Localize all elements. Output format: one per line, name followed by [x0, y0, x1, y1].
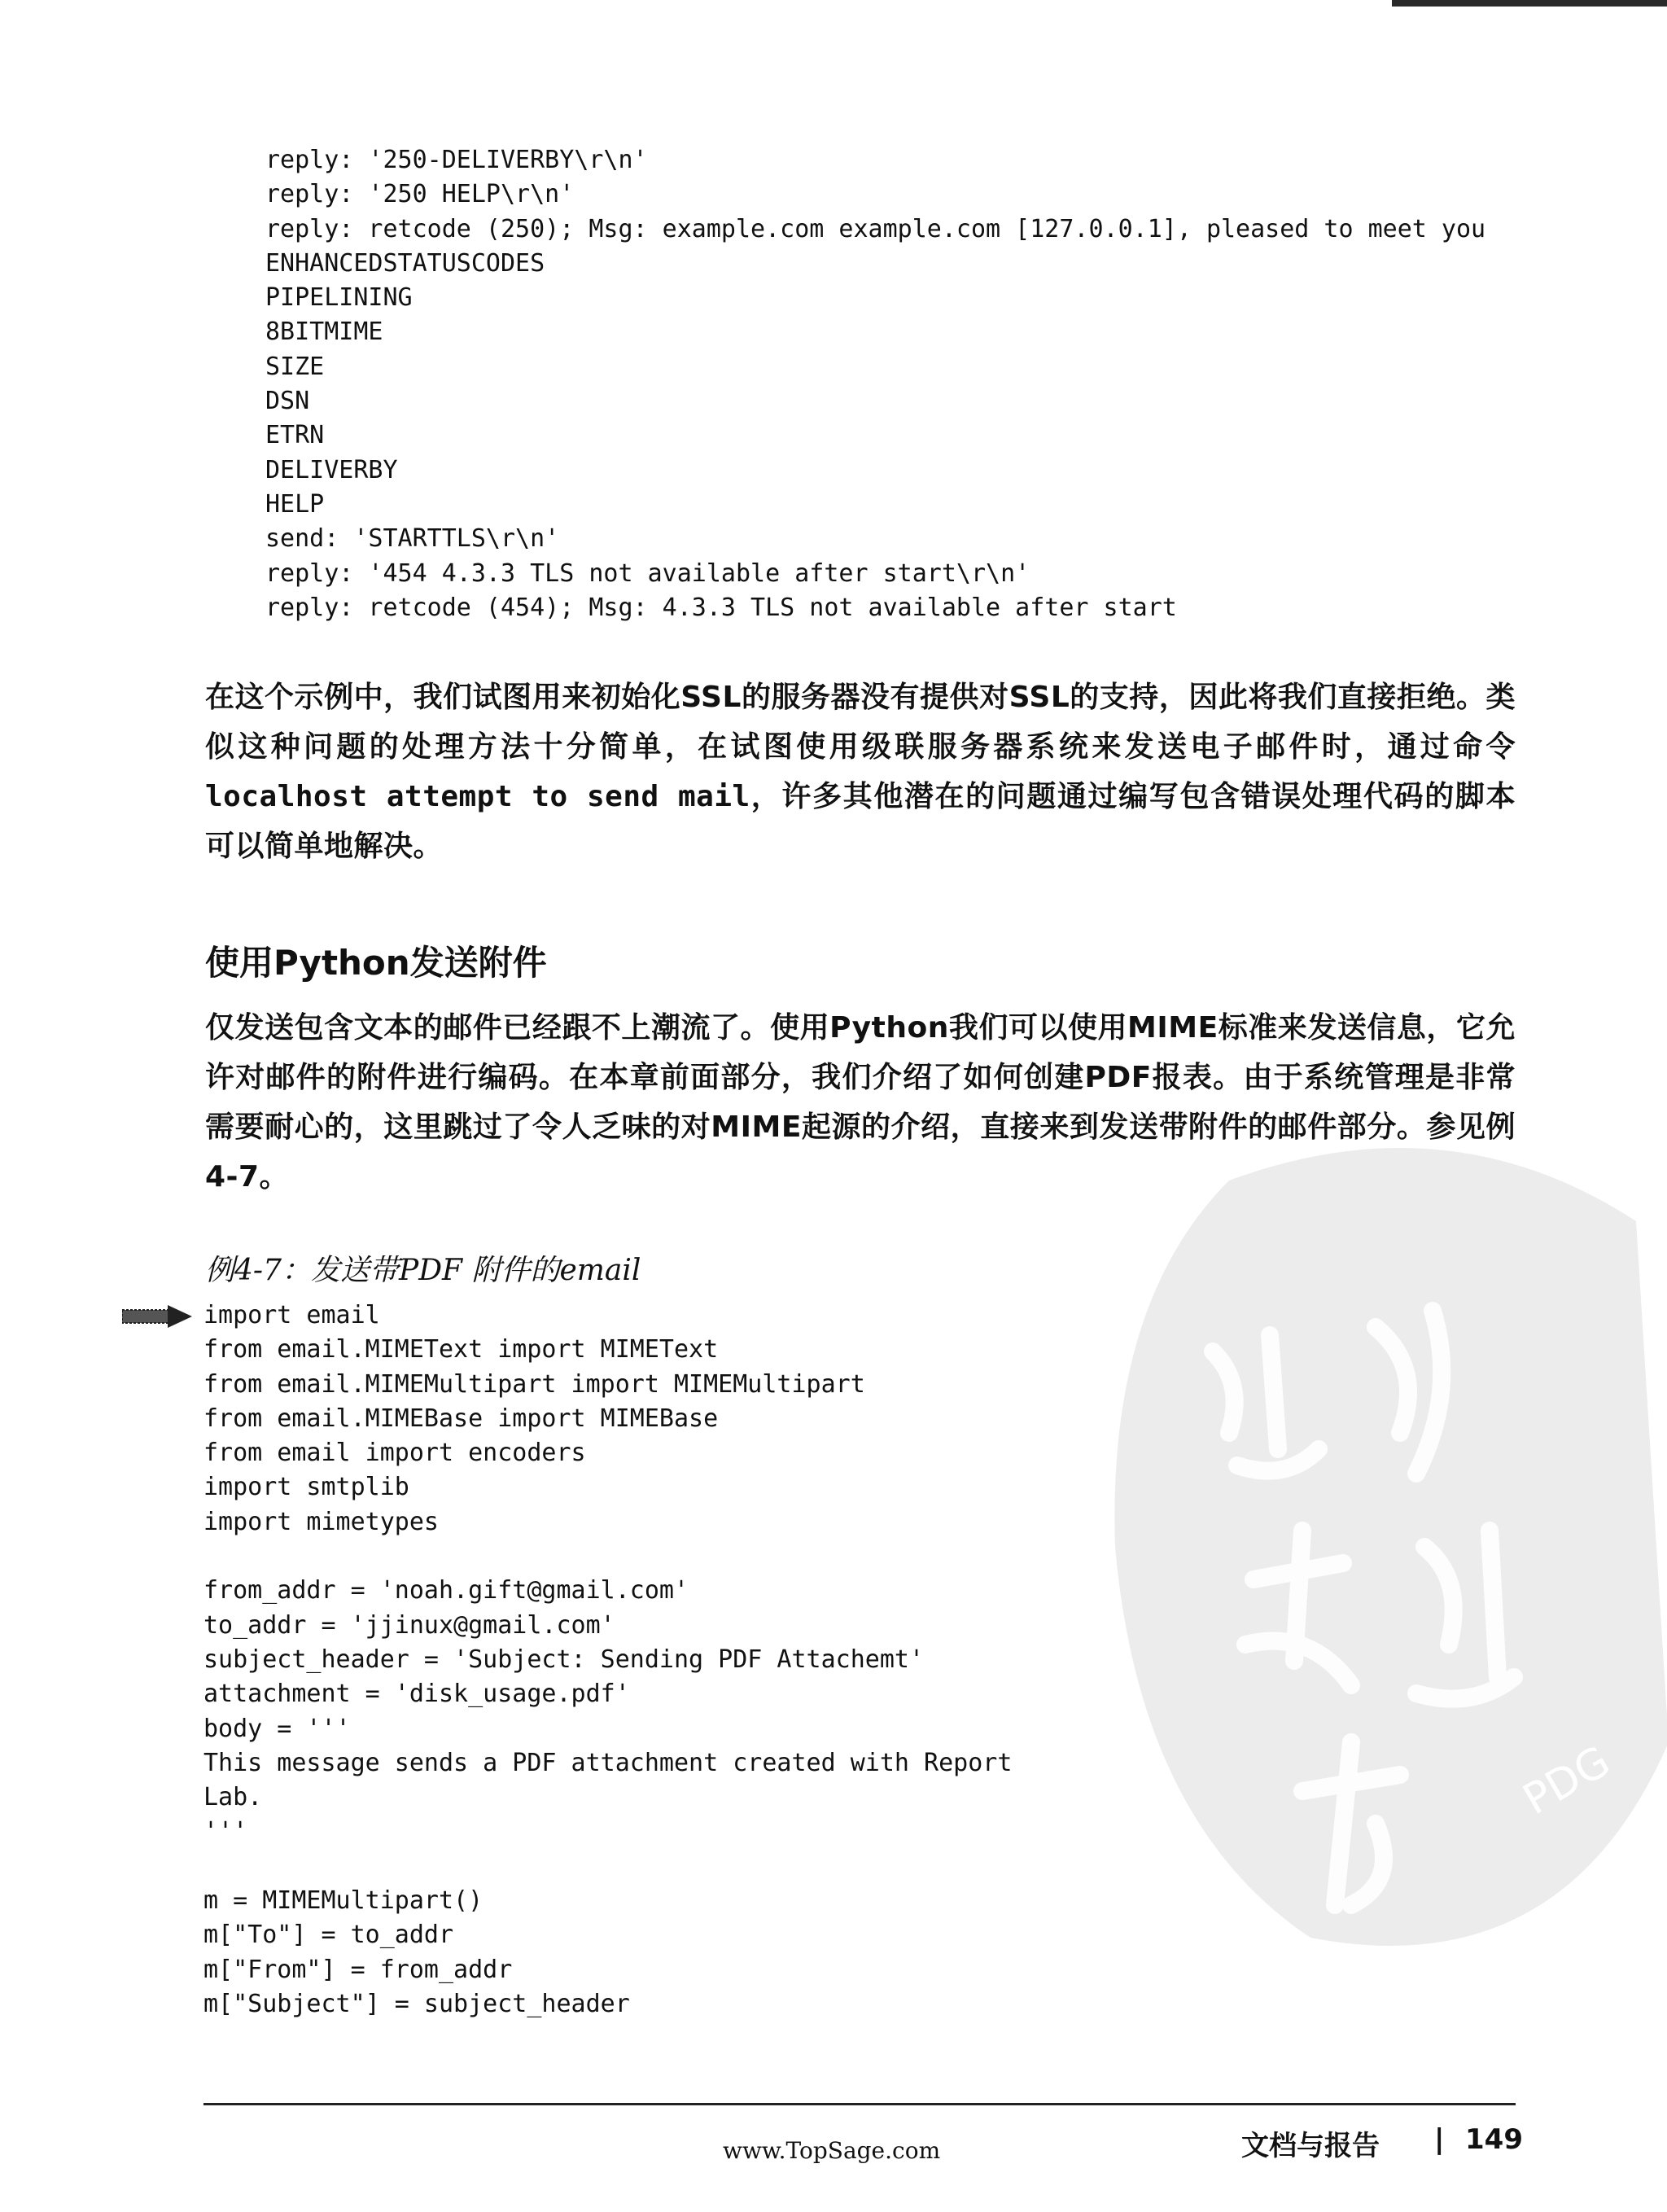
top-edge-rule [1392, 0, 1667, 7]
arrow-marker-icon [122, 1305, 192, 1328]
paragraph-text-before: 在这个示例中，我们试图用来初始化SSL的服务器没有提供对SSL的支持，因此将我们直接拒绝。类似这种问题的处理方法十分简单，在试图使用级联服务器系统来发送电子邮件时，通过命令 [205, 681, 1516, 764]
footer-rule [203, 2103, 1516, 2105]
footer-section-title: 文档与报告 [1241, 2130, 1380, 2162]
example-code-listing: import email from email.MIMEText import MIMEText from email.MIMEMultipart import MIMEMultipart from email.MIMEBase import MIMEBase from email import encoders import smtplib import mimetypes from_addr = 'noah.gift@gmail.com' to_addr = 'jjinux@gmail.com' subject_header = 'Subject: Sending PDF Attachemt' attachment = 'disk_usage.pdf' body = ''' This message sends a PDF attachment created with Report Lab. ''' m = MIMEMultipart() m["To"] = to_addr m["From"] = from_addr m["Subject"] = subject_header [203, 1301, 1013, 2018]
section-heading: 使用Python发送附件 [205, 943, 547, 983]
watermark-text: PDG [1515, 1737, 1619, 1825]
inline-code: localhost attempt to send mail [205, 780, 750, 813]
paragraph-text-after: ，许多其他潜在的问题通过编写包含错误处理代码的脚本可以简单地解决。 [205, 780, 1516, 863]
watermark-seal-icon [1107, 1124, 1667, 1978]
page-number: 149 [1465, 2123, 1523, 2156]
example-caption: 例4-7：发送带PDF 附件的email [205, 1254, 641, 1287]
footer-site-url: www.TopSage.com [723, 2137, 941, 2164]
smtp-debug-output-code: reply: '250-DELIVERBY\r\n' reply: '250 HELP\r\n' reply: retcode (250); Msg: example.com example.com [127.0.0.1], pleased to meet you ENHANCEDSTATUSCODES PIPELINING 8BITMIME SIZE DSN ETRN DELIVERBY HELP send: 'STARTTLS\r\n' reply: '454 4.3.3 TLS not available after start\r\n' reply: retcode (454); Msg: 4.3.3 TLS not available after start [265, 146, 1486, 622]
explanation-paragraph [205, 672, 1516, 871]
footer-separator: | [1434, 2123, 1445, 2156]
section-intro-paragraph: 仅发送包含文本的邮件已经跟不上潮流了。使用Python我们可以使用MIME标准来发送信息，它允许对邮件的附件进行编码。在本章前面部分，我们介绍了如何创建PDF报表。由于系统管理是非常需要耐心的，这里跳过了令人乏味的对MIME起源的介绍，直接来到发送带附件的邮件部分。参见例4-7。 [205, 1011, 1516, 1194]
